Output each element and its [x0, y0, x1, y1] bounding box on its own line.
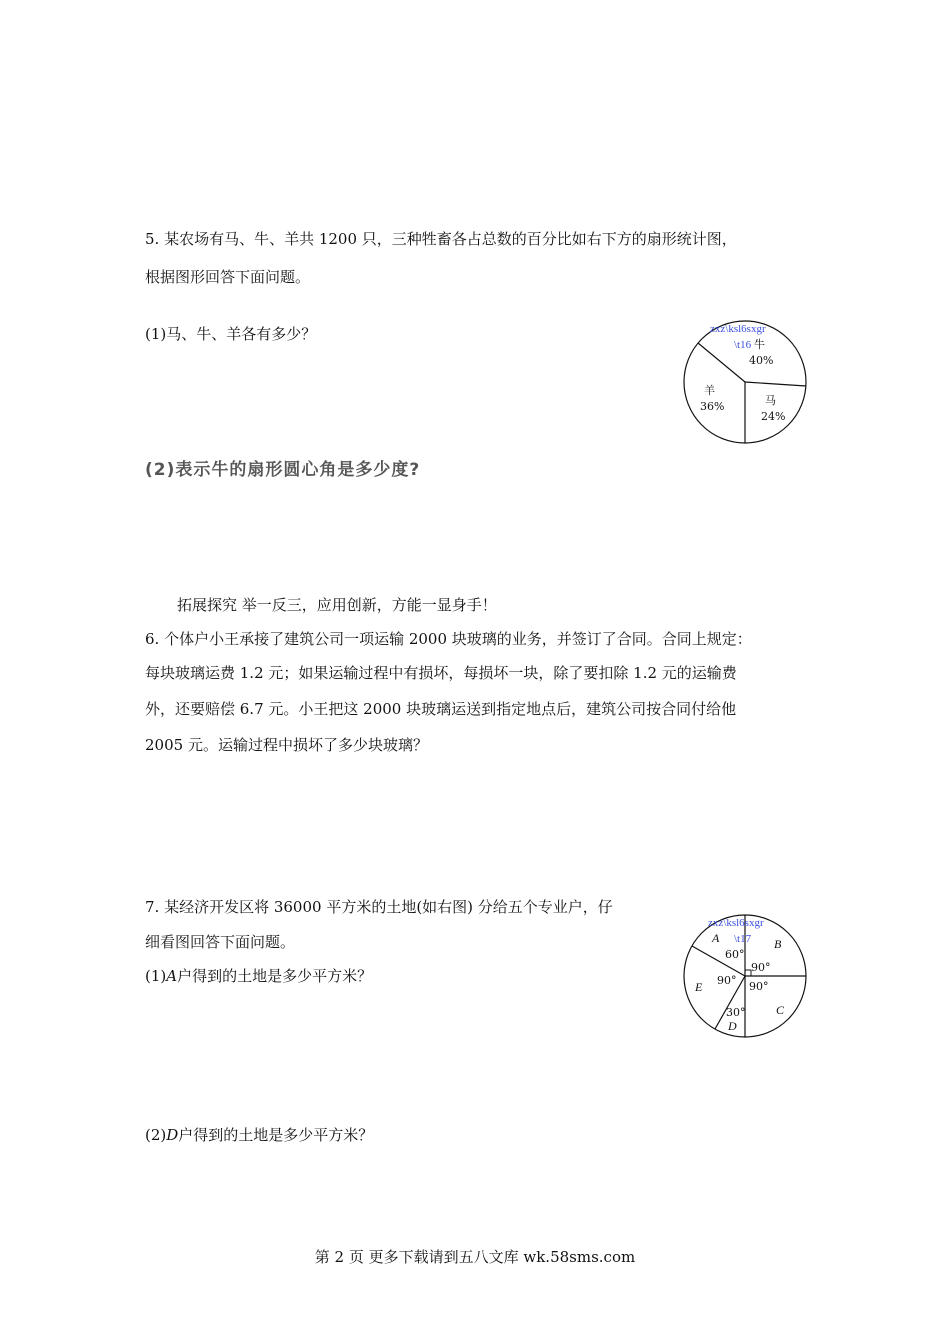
pie2-angle-a: 60° — [725, 948, 745, 961]
pie2-watermark-2: \t17 — [734, 933, 752, 945]
pie1-pct-cow: 40% — [749, 354, 774, 367]
q7-sub2-var: D — [166, 1126, 179, 1144]
q7-sub2 — [145, 1125, 373, 1145]
q7-sub2-prefix: (2) — [145, 1126, 167, 1144]
pie1-pct-horse: 24% — [761, 410, 786, 423]
q6-line2: 每块玻璃运费 1.2 元；如果运输过程中有损坏，每损坏一块，除了要扣除 1.2 元的运输费 — [145, 664, 737, 682]
pie2-angle-c: 90° — [749, 980, 769, 993]
q5-line2: 根据图形回答下面问题。 — [145, 268, 311, 286]
q7-sub1-var: A — [166, 967, 178, 985]
pie2-angle-e: 90° — [717, 974, 737, 987]
pie2-sector-e: E — [695, 980, 703, 994]
pie1-pct-sheep: 36% — [700, 400, 725, 413]
pie1-watermark-1: zxz\ksl6sxgr — [710, 323, 766, 335]
pie1-label-cow: 牛 — [754, 338, 765, 351]
pie2-sector-b: B — [774, 937, 782, 951]
q5-sub1: (1)马、牛、羊各有多少？ — [145, 325, 317, 343]
q7-line2: 细看图回答下面问题。 — [145, 933, 296, 951]
q7-sub2-suffix: 户得到的土地是多少平方米？ — [178, 1126, 374, 1144]
q5-line1: 5. 某农场有马、牛、羊共 1200 只，三种牲畜各占总数的百分比如右下方的扇形统计图， — [145, 230, 737, 248]
q7-sub1-suffix: 户得到的土地是多少平方米？ — [177, 967, 373, 985]
pie1-divider-2 — [745, 382, 806, 386]
pie2-angle-d: 30° — [726, 1006, 746, 1019]
pie2-angle-b: 90° — [751, 961, 771, 974]
pie-chart-livestock — [682, 320, 812, 445]
pie1-watermark-2: \t16 — [734, 339, 752, 351]
pie1-label-horse: 马 — [765, 394, 776, 407]
q6-line1: 6. 个体户小王承接了建筑公司一项运输 2000 块玻璃的业务，并签订了合同。合同上规定： — [145, 630, 752, 648]
pie-chart-land — [682, 912, 812, 1040]
pie2-sector-c: C — [776, 1003, 785, 1017]
pie2-sector-a: A — [712, 931, 720, 945]
q7-sub1 — [145, 966, 372, 986]
pie2-watermark-1: zxz\ksl6sxgr — [708, 917, 764, 929]
pie2-sector-d: D — [728, 1019, 737, 1033]
page-footer: 第 2 页 更多下载请到五八文库 wk.58sms.com — [314, 1248, 636, 1266]
pie1-label-sheep: 羊 — [704, 384, 715, 397]
extension-heading: 拓展探究 举一反三，应用创新，方能一显身手！ — [177, 596, 497, 614]
q7-sub1-prefix: (1) — [145, 967, 167, 985]
q5-sub2: (2)表示牛的扇形圆心角是多少度? — [145, 460, 421, 480]
q6-line3: 外，还要赔偿 6.7 元。小王把这 2000 块玻璃运送到指定地点后，建筑公司按合同付给他 — [145, 700, 737, 718]
q7-line1: 7. 某经济开发区将 36000 平方米的土地(如右图) 分给五个专业户，仔 — [145, 898, 613, 916]
q6-line4: 2005 元。运输过程中损坏了多少块玻璃？ — [145, 736, 428, 754]
